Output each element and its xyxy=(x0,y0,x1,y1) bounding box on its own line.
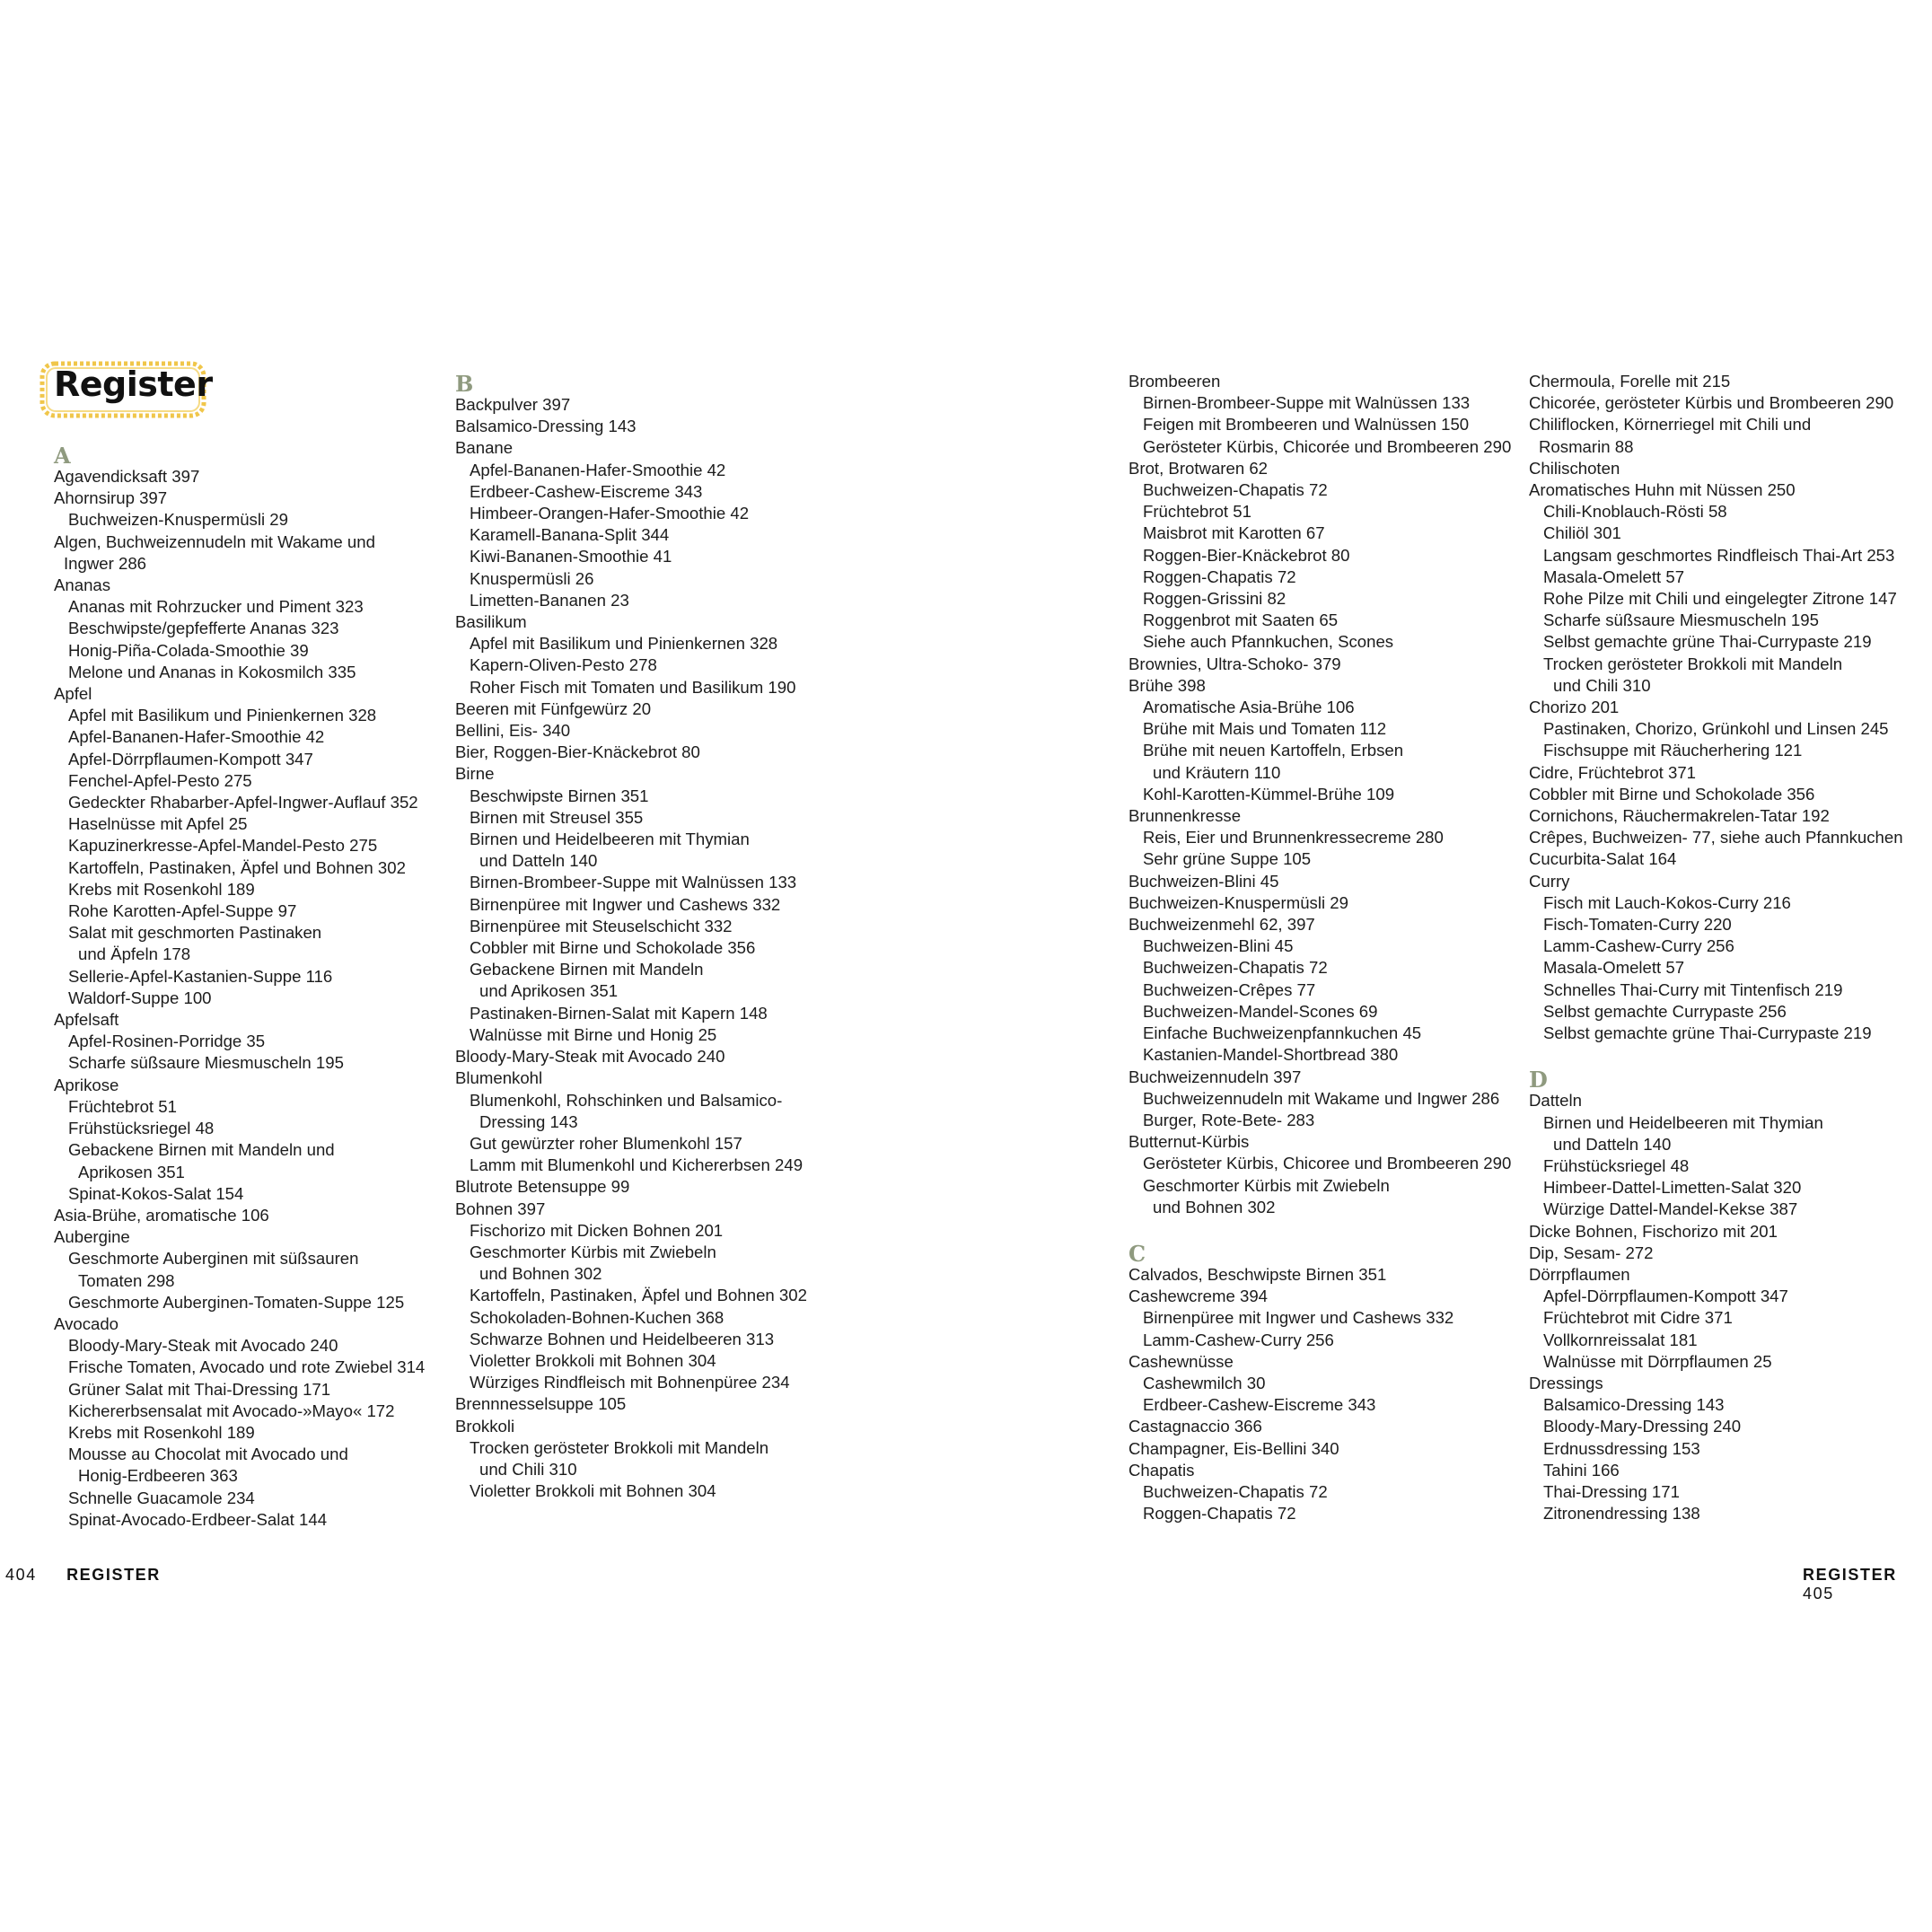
index-entry: Chiliflocken, Körnerriegel mit Chili und xyxy=(1529,415,1812,435)
letter-heading: C xyxy=(1128,1240,1146,1267)
index-subentry: Honig-Erdbeeren 363 xyxy=(78,1466,238,1486)
index-subentry: Trocken gerösteter Brokkoli mit Mandeln xyxy=(1543,654,1843,673)
page-title: Register xyxy=(54,364,213,404)
index-entry: Dörrpflaumen xyxy=(1529,1264,1630,1284)
index-subentry: Krebs mit Rosenkohl 189 xyxy=(68,879,255,899)
index-subentry: Scharfe süßsaure Miesmuscheln 195 xyxy=(68,1053,344,1073)
index-entry: Brownies, Ultra-Schoko- 379 xyxy=(1128,654,1341,673)
index-subentry: Geschmorter Kürbis mit Zwiebeln xyxy=(470,1242,716,1261)
index-subentry: Pastinaken, Chorizo, Grünkohl und Linsen 245 xyxy=(1543,719,1889,739)
index-subentry: Pastinaken-Birnen-Salat mit Kapern 148 xyxy=(470,1003,768,1023)
index-entry: Bier, Roggen-Bier-Knäckebrot 80 xyxy=(455,742,700,762)
index-subentry: Blumenkohl, Rohschinken und Balsamico- xyxy=(470,1090,783,1110)
index-entry: Cidre, Früchtebrot 371 xyxy=(1529,762,1697,782)
index-entry: Brennnesselsuppe 105 xyxy=(455,1394,627,1414)
index-entry: Rosmarin 88 xyxy=(1539,436,1634,456)
index-entry: Blumenkohl xyxy=(455,1068,543,1088)
index-subentry: Aromatische Asia-Brühe 106 xyxy=(1143,698,1355,717)
index-entry: Basilikum xyxy=(455,612,527,632)
index-subentry: Würziges Rindfleisch mit Bohnenpüree 234 xyxy=(470,1373,790,1392)
index-subentry: Selbst gemachte grüne Thai-Currypaste 219 xyxy=(1543,632,1872,652)
index-subentry: Bloody-Mary-Steak mit Avocado 240 xyxy=(68,1336,338,1356)
index-entry: Datteln xyxy=(1529,1091,1582,1111)
index-entry: Chilischoten xyxy=(1529,458,1620,478)
index-subentry: und Chili 310 xyxy=(479,1459,577,1479)
index-subentry: Kiwi-Bananen-Smoothie 41 xyxy=(470,547,672,566)
index-subentry: Walnüsse mit Dörrpflaumen 25 xyxy=(1543,1351,1772,1371)
index-subentry: und Bohnen 302 xyxy=(1153,1197,1276,1216)
index-subentry: Selbst gemachte grüne Thai-Currypaste 219 xyxy=(1543,1023,1872,1043)
index-entry: Birne xyxy=(455,764,495,784)
index-subentry: Reis, Eier und Brunnenkressecreme 280 xyxy=(1143,828,1444,847)
index-subentry: Apfel-Rosinen-Porridge 35 xyxy=(68,1032,266,1051)
index-entry: Aubergine xyxy=(54,1227,130,1247)
index-subentry: Birnenpüree mit Steuselschicht 332 xyxy=(470,916,733,935)
index-entry: Cobbler mit Birne und Schokolade 356 xyxy=(1529,784,1815,804)
index-subentry: Sellerie-Apfel-Kastanien-Suppe 116 xyxy=(68,966,333,986)
index-subentry: Trocken gerösteter Brokkoli mit Mandeln xyxy=(470,1437,769,1457)
index-subentry: Kapuzinerkresse-Apfel-Mandel-Pesto 275 xyxy=(68,836,378,856)
index-subentry: Haselnüsse mit Apfel 25 xyxy=(68,814,248,834)
index-subentry: Cobbler mit Birne und Schokolade 356 xyxy=(470,938,756,958)
index-entry: Avocado xyxy=(54,1313,119,1333)
index-subentry: Buchweizen-Chapatis 72 xyxy=(1143,1481,1328,1501)
index-subentry: Aprikosen 351 xyxy=(78,1162,185,1181)
index-subentry: Grüner Salat mit Thai-Dressing 171 xyxy=(68,1379,331,1399)
index-subentry: Gerösteter Kürbis, Chicorée und Brombeeren 290 xyxy=(1143,436,1512,456)
index-subentry: Buchweizen-Mandel-Scones 69 xyxy=(1143,1001,1378,1021)
index-entry: Buchweizennudeln 397 xyxy=(1128,1067,1302,1086)
index-subentry: Apfel-Bananen-Hafer-Smoothie 42 xyxy=(68,727,325,747)
index-subentry: Violetter Brokkoli mit Bohnen 304 xyxy=(470,1350,716,1370)
index-subentry: Fenchel-Apfel-Pesto 275 xyxy=(68,770,252,790)
index-subentry: Brühe mit neuen Kartoffeln, Erbsen xyxy=(1143,741,1404,760)
index-entry: Buchweizen-Blini 45 xyxy=(1128,871,1279,891)
index-subentry: Fisch-Tomaten-Curry 220 xyxy=(1543,915,1732,935)
index-subentry: Sehr grüne Suppe 105 xyxy=(1143,849,1312,869)
index-entry: Brunnenkresse xyxy=(1128,806,1242,826)
index-column-2 xyxy=(455,370,807,1502)
section-spacer xyxy=(1529,1044,1903,1066)
index-subentry: Buchweizen-Crêpes 77 xyxy=(1143,979,1316,999)
index-subentry: Roher Fisch mit Tomaten und Basilikum 190 xyxy=(470,677,796,697)
index-subentry: Feigen mit Brombeeren und Walnüssen 150 xyxy=(1143,415,1470,435)
index-subentry: Knuspermüsli 26 xyxy=(470,568,594,588)
page-number-left: 404 xyxy=(5,1566,37,1584)
index-subentry: Birnen und Heidelbeeren mit Thymian xyxy=(470,830,750,849)
index-subentry: Kichererbsensalat mit Avocado-»Mayo« 172 xyxy=(68,1401,395,1420)
index-subentry: Vollkornreissalat 181 xyxy=(1543,1330,1698,1349)
index-subentry: Kapern-Oliven-Pesto 278 xyxy=(470,655,657,675)
index-subentry: Buchweizennudeln mit Wakame und Ingwer 286 xyxy=(1143,1088,1500,1108)
index-subentry: Schwarze Bohnen und Heidelbeeren 313 xyxy=(470,1329,775,1348)
index-subentry: Apfel mit Basilikum und Pinienkernen 328 xyxy=(470,634,778,654)
index-entry: Curry xyxy=(1529,871,1570,891)
index-subentry: Masala-Omelett 57 xyxy=(1543,566,1685,586)
index-entry: Aromatisches Huhn mit Nüssen 250 xyxy=(1529,480,1796,500)
index-entry: Dip, Sesam- 272 xyxy=(1529,1243,1654,1262)
index-subentry: Rohe Karotten-Apfel-Suppe 97 xyxy=(68,901,297,921)
index-subentry: und Aprikosen 351 xyxy=(479,981,619,1001)
index-subentry: Beschwipste Birnen 351 xyxy=(470,786,649,805)
index-subentry: Kohl-Karotten-Kümmel-Brühe 109 xyxy=(1143,784,1395,804)
index-subentry: Burger, Rote-Bete- 283 xyxy=(1143,1110,1315,1129)
index-subentry: Gut gewürzter roher Blumenkohl 157 xyxy=(470,1133,742,1153)
index-subentry: Chiliöl 301 xyxy=(1543,523,1621,543)
index-subentry: Kartoffeln, Pastinaken, Äpfel und Bohnen 302 xyxy=(68,857,406,877)
index-entry: Apfel xyxy=(54,684,92,704)
index-subentry: Buchweizen-Blini 45 xyxy=(1143,936,1294,956)
index-subentry: Apfel-Dörrpflaumen-Kompott 347 xyxy=(1543,1287,1788,1306)
index-subentry: Spinat-Avocado-Erdbeer-Salat 144 xyxy=(68,1509,328,1529)
index-entry: Chicorée, gerösteter Kürbis und Brombeeren 290 xyxy=(1529,393,1894,413)
index-subentry: Apfel mit Basilikum und Pinienkernen 328 xyxy=(68,706,377,725)
index-subentry: Himbeer-Orangen-Hafer-Smoothie 42 xyxy=(470,504,750,523)
index-subentry: Masala-Omelett 57 xyxy=(1543,958,1685,978)
footer-left xyxy=(5,1566,161,1585)
index-subentry: Mousse au Chocolat mit Avocado und xyxy=(68,1445,348,1464)
index-entry: Chapatis xyxy=(1128,1460,1195,1480)
index-entry: Asia-Brühe, aromatische 106 xyxy=(54,1205,269,1225)
index-entry: Cornichons, Räuchermakrelen-Tatar 192 xyxy=(1529,806,1830,826)
index-subentry: Würzige Dattel-Mandel-Kekse 387 xyxy=(1543,1199,1798,1219)
index-subentry: und Chili 310 xyxy=(1553,675,1651,695)
index-subentry: Melone und Ananas in Kokosmilch 335 xyxy=(68,662,356,681)
index-entry: Crêpes, Buchweizen- 77, siehe auch Pfannkuchen xyxy=(1529,828,1903,847)
index-subentry: Erdbeer-Cashew-Eiscreme 343 xyxy=(1143,1395,1376,1415)
index-entry: Castagnaccio 366 xyxy=(1128,1417,1262,1436)
index-subentry: Roggen-Bier-Knäckebrot 80 xyxy=(1143,545,1350,565)
index-column-1 xyxy=(54,442,425,1531)
index-subentry: Tahini 166 xyxy=(1543,1460,1620,1480)
index-entry: Agavendicksaft 397 xyxy=(54,467,200,486)
index-subentry: Scharfe süßsaure Miesmuscheln 195 xyxy=(1543,610,1819,630)
index-entry: Ahornsirup 397 xyxy=(54,488,168,508)
index-subentry: Roggen-Chapatis 72 xyxy=(1143,566,1296,586)
index-subentry: Fischorizo mit Dicken Bohnen 201 xyxy=(470,1220,724,1240)
index-entry: Dicke Bohnen, Fischorizo mit 201 xyxy=(1529,1221,1778,1241)
index-subentry: Fischsuppe mit Räucherhering 121 xyxy=(1543,741,1803,760)
index-subentry: Brühe mit Mais und Tomaten 112 xyxy=(1143,719,1387,739)
index-subentry: Erdbeer-Cashew-Eiscreme 343 xyxy=(470,481,703,501)
index-subentry: Birnenpüree mit Ingwer und Cashews 332 xyxy=(470,894,781,914)
index-entry: Backpulver 397 xyxy=(455,395,571,414)
index-subentry: Lamm-Cashew-Curry 256 xyxy=(1143,1330,1334,1349)
index-subentry: Birnen-Brombeer-Suppe mit Walnüssen 133 xyxy=(1143,393,1471,413)
index-subentry: Kastanien-Mandel-Shortbread 380 xyxy=(1143,1045,1399,1065)
index-entry: Champagner, Eis-Bellini 340 xyxy=(1128,1438,1339,1458)
index-subentry: Thai-Dressing 171 xyxy=(1543,1481,1680,1501)
index-subentry: Gerösteter Kürbis, Chicoree und Brombeeren 290 xyxy=(1143,1154,1512,1173)
index-entry: Brühe 398 xyxy=(1128,675,1206,695)
index-subentry: und Äpfeln 178 xyxy=(78,944,191,964)
index-subentry: Krebs mit Rosenkohl 189 xyxy=(68,1422,255,1442)
section-spacer xyxy=(1128,1218,1511,1240)
running-footer-right: REGISTER xyxy=(1803,1566,1897,1584)
index-subentry: Buchweizen-Chapatis 72 xyxy=(1143,480,1328,500)
index-entry: Banane xyxy=(455,438,514,458)
index-entry: Buchweizen-Knuspermüsli 29 xyxy=(1128,892,1348,912)
index-subentry: Walnüsse mit Birne und Honig 25 xyxy=(470,1024,717,1044)
index-entry: Cashewnüsse xyxy=(1128,1351,1234,1371)
index-entry: Aprikose xyxy=(54,1075,119,1094)
index-entry: Ingwer 286 xyxy=(64,553,146,573)
index-subentry: Erdnussdressing 153 xyxy=(1543,1438,1700,1458)
index-subentry: Cashewmilch 30 xyxy=(1143,1373,1266,1392)
index-subentry: Lamm mit Blumenkohl und Kichererbsen 249 xyxy=(470,1155,804,1175)
index-column-4 xyxy=(1529,371,1903,1524)
index-subentry: Dressing 143 xyxy=(479,1111,578,1131)
index-subentry: Buchweizen-Knuspermüsli 29 xyxy=(68,510,288,530)
index-subentry: Violetter Brokkoli mit Bohnen 304 xyxy=(470,1481,716,1501)
index-subentry: Buchweizen-Chapatis 72 xyxy=(1143,958,1328,978)
index-subentry: und Bohnen 302 xyxy=(479,1264,602,1284)
index-subentry: Geschmorte Auberginen mit süßsauren xyxy=(68,1249,359,1269)
index-entry: Cashewcreme 394 xyxy=(1128,1287,1269,1306)
index-subentry: Fisch mit Lauch-Kokos-Curry 216 xyxy=(1543,892,1791,912)
index-subentry: Roggenbrot mit Saaten 65 xyxy=(1143,610,1339,630)
index-subentry: Frühstücksriegel 48 xyxy=(68,1119,215,1138)
index-subentry: Frühstücksriegel 48 xyxy=(1543,1155,1690,1175)
index-subentry: Früchtebrot 51 xyxy=(68,1096,177,1116)
index-subentry: Chili-Knoblauch-Rösti 58 xyxy=(1543,502,1727,522)
index-subentry: Früchtebrot mit Cidre 371 xyxy=(1543,1308,1733,1328)
index-subentry: und Kräutern 110 xyxy=(1153,762,1281,782)
index-subentry: Waldorf-Suppe 100 xyxy=(68,988,212,1007)
letter-heading: D xyxy=(1529,1067,1548,1093)
index-entry: Cucurbita-Salat 164 xyxy=(1529,849,1677,869)
index-subentry: Frische Tomaten, Avocado und rote Zwiebel 314 xyxy=(68,1357,426,1377)
running-footer-left: REGISTER xyxy=(66,1566,161,1584)
index-subentry: Geschmorter Kürbis mit Zwiebeln xyxy=(1143,1175,1390,1195)
index-subentry: Gedeckter Rhabarber-Apfel-Ingwer-Auflauf 352 xyxy=(68,793,418,812)
index-subentry: Schokoladen-Bohnen-Kuchen 368 xyxy=(470,1307,724,1327)
index-subentry: Früchtebrot 51 xyxy=(1143,502,1251,522)
page-number-right: 405 xyxy=(1803,1585,1834,1603)
index-subentry: Birnen und Heidelbeeren mit Thymian xyxy=(1543,1112,1823,1132)
index-subentry: Zitronendressing 138 xyxy=(1543,1504,1700,1524)
footer-right xyxy=(1803,1566,1932,1603)
index-subentry: Birnen mit Streusel 355 xyxy=(470,807,644,827)
index-entry: Balsamico-Dressing 143 xyxy=(455,417,637,436)
index-entry: Brokkoli xyxy=(455,1416,515,1436)
index-subentry: Maisbrot mit Karotten 67 xyxy=(1143,523,1325,543)
index-subentry: Himbeer-Dattel-Limetten-Salat 320 xyxy=(1543,1178,1802,1198)
index-entry: Butternut-Kürbis xyxy=(1128,1132,1250,1152)
index-entry: Ananas xyxy=(54,575,111,595)
index-entry: Brombeeren xyxy=(1128,372,1221,391)
index-subentry: Limetten-Bananen 23 xyxy=(470,590,629,610)
index-subentry: Spinat-Kokos-Salat 154 xyxy=(68,1183,244,1203)
index-column-3 xyxy=(1128,371,1511,1524)
index-entry: Dressings xyxy=(1529,1373,1603,1392)
index-subentry: Birnenpüree mit Ingwer und Cashews 332 xyxy=(1143,1308,1454,1328)
index-subentry: Langsam geschmortes Rindfleisch Thai-Art 253 xyxy=(1543,545,1895,565)
index-subentry: Schnelle Guacamole 234 xyxy=(68,1488,255,1507)
index-subentry: Lamm-Cashew-Curry 256 xyxy=(1543,936,1734,956)
index-subentry: Beschwipste/gepfefferte Ananas 323 xyxy=(68,619,339,638)
index-subentry: Gebackene Birnen mit Mandeln xyxy=(470,960,704,979)
index-subentry: Einfache Buchweizenpfannkuchen 45 xyxy=(1143,1023,1422,1043)
index-subentry: Kartoffeln, Pastinaken, Äpfel und Bohnen 302 xyxy=(470,1286,807,1305)
index-subentry: Bloody-Mary-Dressing 240 xyxy=(1543,1417,1742,1436)
index-subentry: Roggen-Chapatis 72 xyxy=(1143,1504,1296,1524)
index-subentry: Honig-Piña-Colada-Smoothie 39 xyxy=(68,640,309,660)
index-subentry: Schnelles Thai-Curry mit Tintenfisch 219 xyxy=(1543,979,1843,999)
index-subentry: Siehe auch Pfannkuchen, Scones xyxy=(1143,632,1394,652)
index-subentry: Tomaten 298 xyxy=(78,1270,175,1290)
index-entry: Beeren mit Fünfgewürz 20 xyxy=(455,698,652,718)
index-subentry: Karamell-Banana-Split 344 xyxy=(470,525,670,545)
index-entry: Bohnen 397 xyxy=(455,1199,546,1218)
index-entry: Chorizo 201 xyxy=(1529,698,1620,717)
letter-heading: B xyxy=(455,371,474,397)
index-subentry: Ananas mit Rohrzucker und Piment 323 xyxy=(68,597,364,617)
index-entry: Blutrote Betensuppe 99 xyxy=(455,1177,630,1197)
index-subentry: Birnen-Brombeer-Suppe mit Walnüssen 133 xyxy=(470,873,797,892)
index-subentry: Balsamico-Dressing 143 xyxy=(1543,1395,1725,1415)
index-subentry: Geschmorte Auberginen-Tomaten-Suppe 125 xyxy=(68,1292,405,1312)
index-entry: Buchweizenmehl 62, 397 xyxy=(1128,915,1315,935)
index-subentry: Roggen-Grissini 82 xyxy=(1143,589,1287,609)
index-subentry: Selbst gemachte Currypaste 256 xyxy=(1543,1001,1787,1021)
index-entry: Apfelsaft xyxy=(54,1010,119,1030)
index-entry: Algen, Buchweizennudeln mit Wakame und xyxy=(54,531,375,551)
index-subentry: und Datteln 140 xyxy=(1553,1134,1672,1154)
index-entry: Chermoula, Forelle mit 215 xyxy=(1529,372,1731,391)
index-entry: Brot, Brotwaren 62 xyxy=(1128,458,1269,478)
letter-heading: A xyxy=(54,443,71,469)
index-subentry: Gebackene Birnen mit Mandeln und xyxy=(68,1140,335,1160)
index-subentry: Apfel-Bananen-Hafer-Smoothie 42 xyxy=(470,460,726,479)
index-subentry: Salat mit geschmorten Pastinaken xyxy=(68,923,322,943)
index-entry: Calvados, Beschwipste Birnen 351 xyxy=(1128,1264,1387,1284)
index-subentry: Apfel-Dörrpflaumen-Kompott 347 xyxy=(68,749,313,768)
index-subentry: und Datteln 140 xyxy=(479,851,598,871)
index-subentry: Rohe Pilze mit Chili und eingelegter Zitrone 147 xyxy=(1543,589,1897,609)
index-entry: Bellini, Eis- 340 xyxy=(455,721,571,741)
index-entry: Bloody-Mary-Steak mit Avocado 240 xyxy=(455,1047,725,1067)
